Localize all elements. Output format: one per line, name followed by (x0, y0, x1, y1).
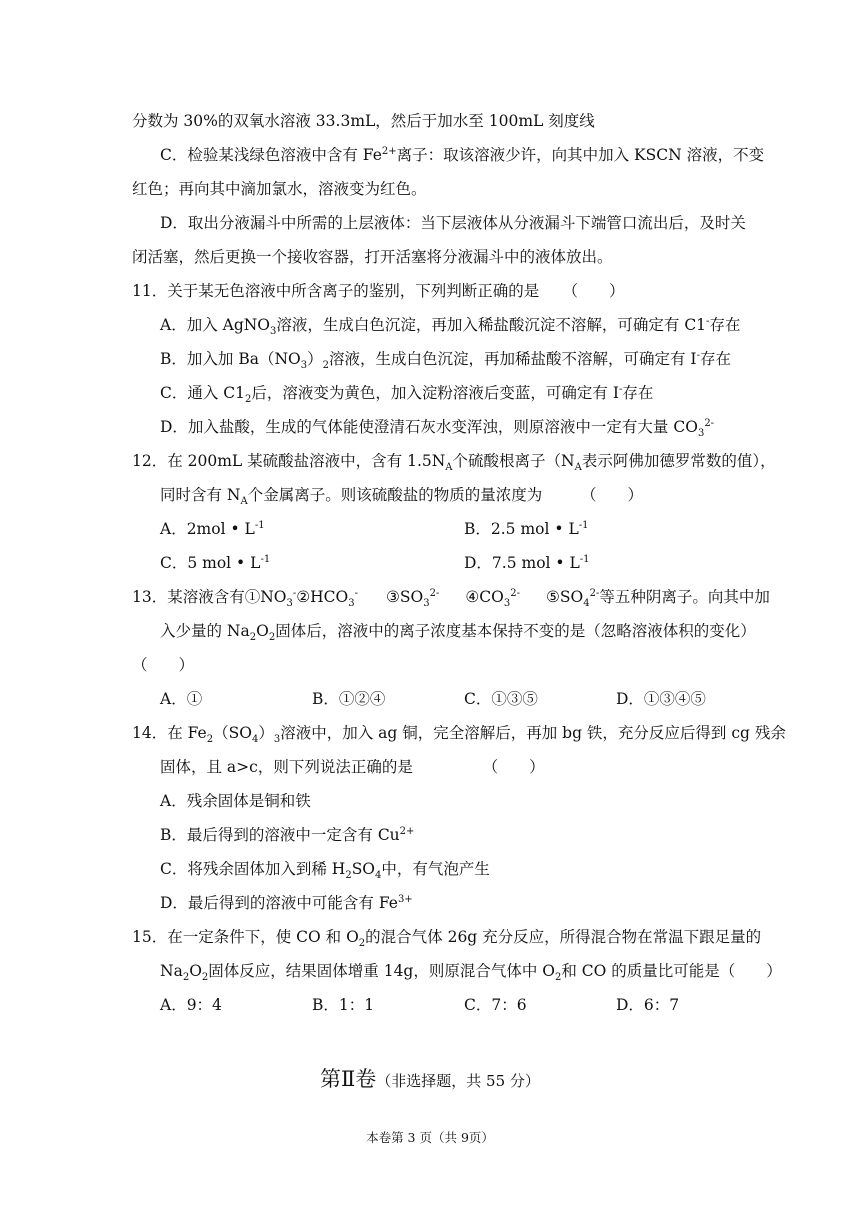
q15-option-b: B．1：1 (312, 996, 375, 1014)
q13-option-b: B．①②④ (312, 690, 386, 708)
q12-option-a: A．2mol • $L^{-1}$ (160, 519, 265, 538)
section-title-sub: （非选择题，共 55 分） (376, 1072, 540, 1090)
question-15: 15．在一定条件下，使 CO 和 $O_2$的混合气体 26g 充分反应，所得混合物在常温下跟足量的 (132, 928, 762, 950)
q11-option-a: A．加入 AgNO$_3$溶液，生成白色沉淀，再加入稀盐酸沉淀不溶解，可确定有 C1-存在 (160, 315, 741, 338)
page-footer: 本卷第 3 页（共 9页） (366, 1130, 494, 1145)
section-title-main: 第Ⅱ卷 (320, 1067, 377, 1091)
question-12: 12．在 200mL 某硫酸盐溶液中，含有 $1.5N_A$个硫酸根离子（$N_A$表示阿佛加德罗常数的值）， (132, 452, 776, 474)
option-c: C．检验某浅绿色溶液中含有 $Fe^{2+}$离子：取该溶液少许，向其中加入 KSCN 溶液，不变 (160, 145, 765, 164)
q13-option-d: D．①③④⑤ (616, 690, 706, 708)
q12-option-c: C．5 mol • $L^{-1}$ (160, 553, 271, 572)
question-13: 13．某溶液含有$①NO_3^-②HCO_3^-$ $③SO_3^{2-}$ $④CO_3^{2-}$ $⑤SO_4^{2-}$等五种阴离子。向其中加 (132, 587, 770, 610)
q15-option-a: A．9：4 (160, 996, 222, 1014)
section-title (320, 1063, 540, 1093)
q11-option-c: C．通入 $C1_2$后，溶液变为黄色，加入淀粉溶液后变蓝，可确定有 I-存在 (160, 383, 654, 406)
question-11: 11．关于某无色溶液中所含离子的鉴别，下列判断正确的是 （ ） (132, 282, 625, 300)
q12-option-b: B．2.5 mol • $L^{-1}$ (464, 519, 589, 538)
q13-option-a: A．① (160, 690, 203, 708)
q11-option-d: D．加入盐酸，生成的气体能使澄清石灰水变浑浊，则原溶液中一定有大量 $CO_3^{2-}$ (160, 417, 715, 440)
question-13-line3: （ ） (132, 656, 195, 674)
q14-option-a: A．残余固体是铜和铁 (160, 792, 311, 810)
q14-option-b: B．最后得到的溶液中一定含有 $Cu^{2+}$ (160, 825, 415, 844)
q14-option-d: D．最后得到的溶液中可能含有 $Fe^{3+}$ (160, 893, 413, 912)
text-line: 闭活塞，然后更换一个接收容器，打开活塞将分液漏斗中的液体放出。 (132, 248, 613, 266)
option-d: D．取出分液漏斗中所需的上层液体：当下层液体从分液漏斗下端管口流出后，及时关 (160, 214, 746, 232)
q12-option-d: D．7.5 mol • $L^{-1}$ (464, 553, 590, 572)
text-line: 红色；再向其中滴加氯水，溶液变为红色。 (132, 180, 427, 198)
question-15-line2: $Na_2O_2$固体反应，结果固体增重 14g，则原混合气体中 $O_2$和 CO 的质量比可能是（ ） (160, 962, 782, 984)
question-14-line2: 固体，且 a>c，则下列说法正确的是 （ ） (160, 758, 545, 776)
q11-option-b: B．加入加 $Ba(NO_3)_2$溶液，生成白色沉淀，再加稀盐酸不溶解，可确定有 I-存在 (160, 349, 731, 372)
question-13-line2: 入少量的 $Na_2O_2$固体后，溶液中的离子浓度基本保持不变的是（忽略溶液体积的变化） (160, 622, 756, 644)
q13-option-c: C．①③⑤ (464, 690, 538, 708)
question-12-line2: 同时含有 $N_A$个金属离子。则该硫酸盐的物质的量浓度为 （ ） (160, 486, 643, 508)
text-line: 分数为 30%的双氧水溶液 33.3mL，然后于加水至 100mL 刻度线 (132, 112, 595, 130)
question-14: 14．在 $Fe_2(SO_4)_3$溶液中，加入 ag 铜，完全溶解后，再加 bg 铁，充分反应后得到 cg 残余 (132, 724, 786, 746)
q15-option-c: C．7：6 (464, 996, 527, 1014)
q15-option-d: D．6：7 (616, 996, 680, 1014)
q14-option-c: C．将残余固体加入到稀 $H_2SO_4$中，有气泡产生 (160, 860, 490, 882)
